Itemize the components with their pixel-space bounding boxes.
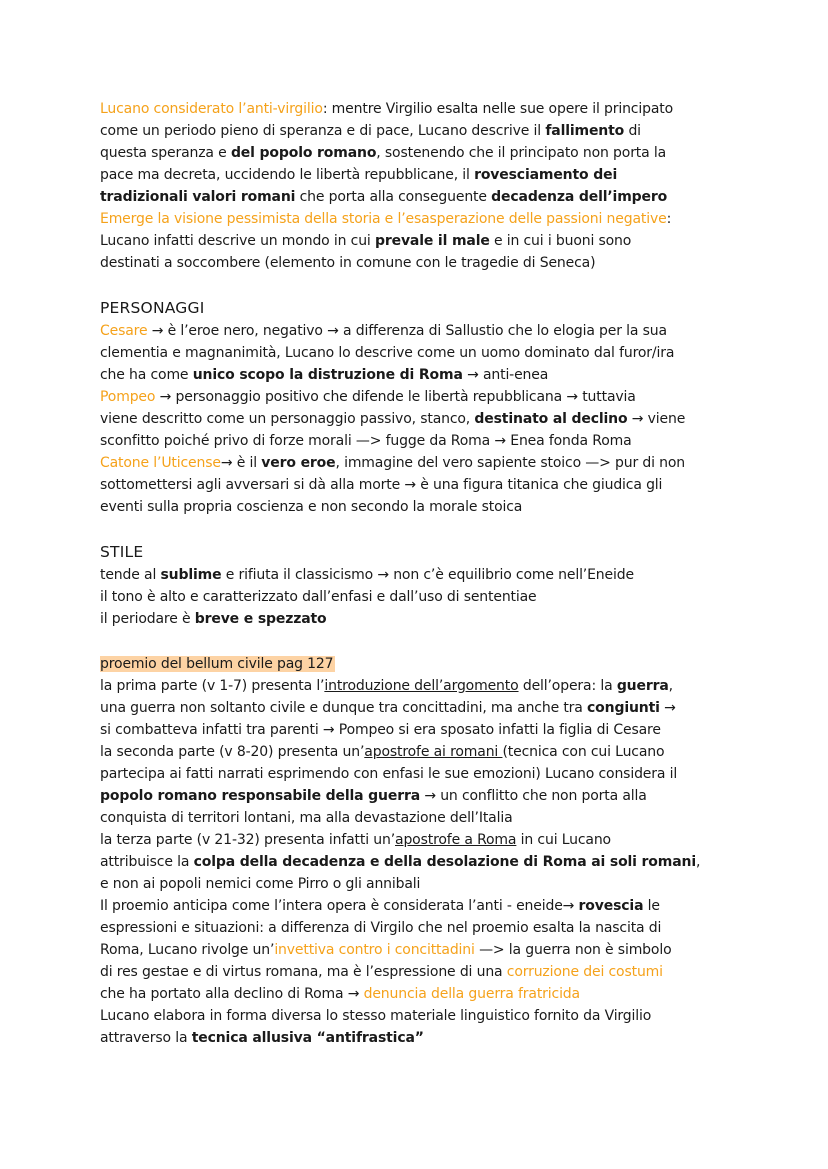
text-line [100,230,631,252]
text: di [624,123,641,139]
text-line: eventi sulla propria coscienza e non secondo la morale stoica [100,499,523,515]
bold-text: decadenza dell’impero [491,189,668,205]
text: attraverso la [100,1030,192,1046]
text-line [100,320,667,342]
text: → viene [627,411,686,427]
highlight-orange: Catone l’Uticense [100,455,221,471]
text: Roma, Lucano rivolge un’ [100,942,275,958]
text-line: conquista di territori lontani, ma alla devastazione dell’Italia [100,810,513,826]
text-line [100,452,685,474]
text: il periodare è [100,611,195,627]
section-heading-personaggi: PERSONAGGI [100,299,205,317]
bold-text: destinato al declino [474,411,628,427]
text: viene descritto come un personaggio passivo, stanco, [100,411,475,427]
text: una guerra non soltanto civile e dunque tra concittadini, ma anche tra [100,700,588,716]
section-heading-proemio [100,653,335,675]
text: le [643,898,660,914]
text-line [100,697,676,719]
bold-text: sublime [160,567,222,583]
bold-text: fallimento [545,123,625,139]
bold-text: rovesciamento dei [474,167,618,183]
text-line [100,408,685,430]
text-line [100,564,634,586]
text: che ha come [100,367,193,383]
text: → è il [220,455,262,471]
text: Lucano infatti descrive un mondo in cui [100,233,375,249]
highlight-orange: invettiva contro i concittadini [274,942,475,958]
text: come un periodo pieno di speranza e di pace, Lucano descrive il [100,123,546,139]
text-line [100,983,580,1005]
section-heading-stile: STILE [100,543,144,561]
text-line: e non ai popoli nemici come Pirro o gli annibali [100,876,421,892]
bold-text: popolo romano responsabile della guerra [100,788,421,804]
highlight-orange: Emerge la visione pessimista della storia e l’esasperazione delle passioni negative [100,211,667,227]
bold-text: colpa della decadenza e della desolazione di Roma ai soli romani [193,854,696,870]
text: che porta alla conseguente [295,189,492,205]
text-line: destinati a soccombere (elemento in comune con le tragedie di Seneca) [100,255,596,271]
text: in cui Lucano [516,832,611,848]
text-line [100,364,548,386]
text-line [100,675,673,697]
text-line: il tono è alto e caratterizzato dall’enfasi e dall’uso di sententiae [100,589,537,605]
text: : [666,211,672,227]
text-line [100,961,663,983]
text-line: si combatteva infatti tra parenti → Pompeo si era sposato infatti la figlia di Cesare [100,722,661,738]
bold-text: tecnica allusiva “antifrastica” [191,1030,424,1046]
text-line [100,851,700,873]
highlight-orange: denuncia della guerra fratricida [363,986,580,1002]
highlight-orange: Pompeo [100,389,156,405]
text-line: clementia e magnanimità, Lucano lo descrive come un uomo dominato dal furor/ira [100,345,675,361]
text: , sostenendo che il principato non porta la [376,145,667,161]
bold-text: guerra [616,678,669,694]
text: → anti-enea [462,367,549,383]
bold-text: unico scopo la distruzione di Roma [192,367,463,383]
text: pace ma decreta, uccidendo le libertà repubblicane, il [100,167,475,183]
text: la prima parte (v 1-7) presenta l’ [100,678,325,694]
bold-text: del popolo romano [230,145,377,161]
text: e rifiuta il classicismo → non c’è equilibrio come nell’Eneide [221,567,634,583]
bold-text: vero eroe [261,455,336,471]
text-line [100,386,636,408]
text-line: Lucano elabora in forma diversa lo stesso materiale linguistico fornito da Virgilio [100,1008,652,1024]
text: Il proemio anticipa come l’intera opera è considerata l’anti - eneide→ [100,898,579,914]
text-line [100,785,647,807]
text: attribuisce la [100,854,194,870]
text-line [100,186,667,208]
text-line [100,939,672,961]
text-line [100,142,666,164]
underlined-text: apostrofe a Roma [395,832,517,848]
text: (tecnica con cui Lucano [502,744,665,760]
text: di res gestae e di virtus romana, ma è l’espressione di una [100,964,507,980]
bold-text: breve e spezzato [194,611,327,627]
text-line [100,208,671,230]
text-line [100,895,660,917]
text-line [100,164,617,186]
text: e in cui i buoni sono [489,233,632,249]
bold-text: congiunti [587,700,660,716]
text: che ha portato alla declino di Roma → [100,986,364,1002]
text: → un conflitto che non porta alla [420,788,647,804]
bold-text: tradizionali valori romani [100,189,296,205]
text: tende al [100,567,161,583]
text: , [695,854,701,870]
text: → è l’eroe nero, negativo → a differenza di Sallustio che lo elogia per la sua [147,323,667,339]
text-line [100,741,664,763]
text: : mentre Virgilio esalta nelle sue opere il principato [322,101,674,117]
text: → [659,700,676,716]
text-line: sottomettersi agli avversari si dà alla morte → è una figura titanica che giudica gli [100,477,663,493]
bold-text: prevale il male [374,233,490,249]
text-line [100,120,641,142]
text-line: sconfitto poiché privo di forze morali —> fugge da Roma → Enea fonda Roma [100,433,632,449]
highlighted-heading: proemio del bellum civile pag 127 [100,656,334,672]
text: la seconda parte (v 8-20) presenta un’ [100,744,365,760]
text-line [100,608,327,630]
highlight-orange: corruzione dei costumi [506,964,663,980]
text: , [668,678,673,694]
highlight-orange: Lucano considerato l’anti-virgilio [100,101,323,117]
text: dell’opera: la [518,678,617,694]
text-line [100,829,611,851]
text: , immagine del vero sapiente stoico —> pur di non [335,455,686,471]
text-line: partecipa ai fatti narrati esprimendo con enfasi le sue emozioni) Lucano considera il [100,766,678,782]
text: questa speranza e [100,145,231,161]
text-line [100,1027,424,1049]
underlined-text: apostrofe ai romani [364,744,503,760]
underlined-text: introduzione dell’argomento [324,678,519,694]
text: —> la guerra non è simbolo [474,942,672,958]
text: la terza parte (v 21-32) presenta infatti un’ [100,832,396,848]
text: → personaggio positivo che difende le libertà repubblicana → tuttavia [155,389,636,405]
bold-text: rovescia [578,898,644,914]
text-line [100,98,673,120]
text-line: espressioni e situazioni: a differenza di Virgilo che nel proemio esalta la nascita di [100,920,662,936]
highlight-orange: Cesare [100,323,148,339]
